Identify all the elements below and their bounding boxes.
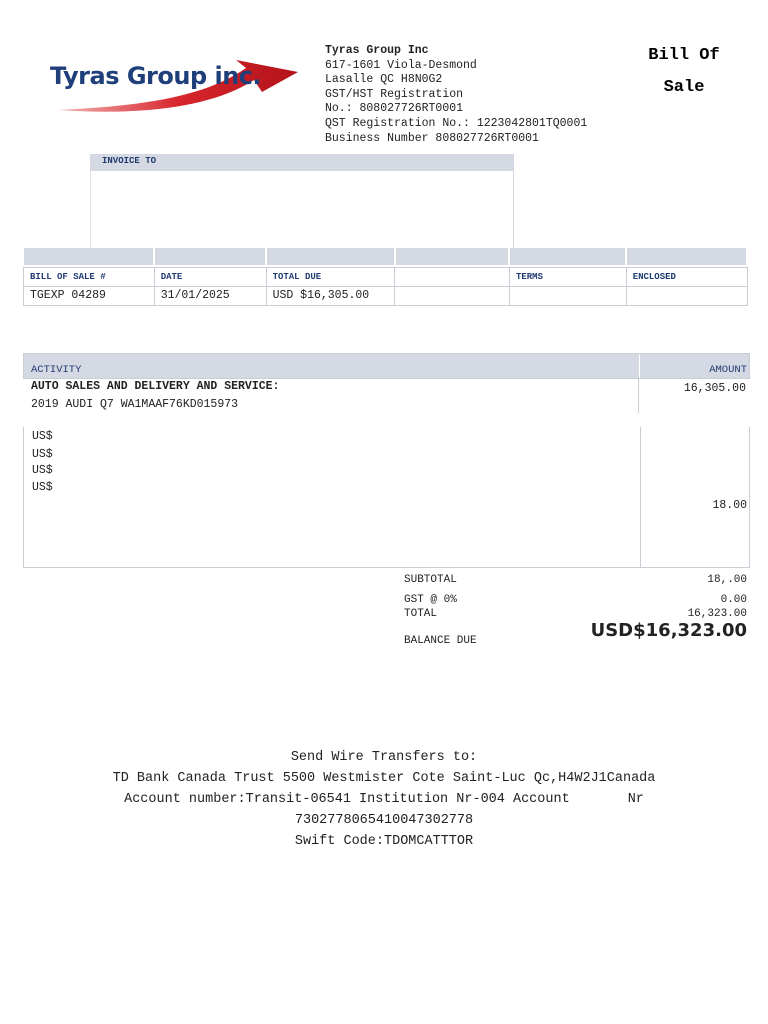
total-label: TOTAL [404, 608, 438, 620]
balance-due-label: BALANCE DUE [404, 635, 477, 647]
band-cell [509, 248, 626, 265]
extra-amount: 18.00 [712, 499, 747, 512]
activity-column-label: ACTIVITY [31, 364, 82, 376]
column-separator [639, 354, 640, 378]
currency-lines-box [23, 427, 750, 568]
activity-item-amount: 16,305.00 [683, 382, 746, 395]
company-name: Tyras Group Inc [325, 44, 429, 57]
usd-line: US$ [32, 464, 53, 477]
invoice-to-divider [90, 171, 91, 248]
activity-item-description: 2019 AUDI Q7 WA1MAAF76KD015973 [31, 398, 239, 411]
value-terms [509, 287, 626, 306]
value-date: 31/01/2025 [154, 287, 266, 306]
header-total-due: TOTAL DUE [266, 268, 395, 287]
swift-code: Swift Code:TDOMCATTTOR [294, 834, 474, 849]
account-number-line [0, 789, 768, 810]
gst-value: 0.00 [720, 594, 747, 606]
activity-line-item [23, 377, 748, 413]
wire-transfer-info [0, 747, 768, 852]
total-value: 16,323.00 [687, 608, 747, 620]
value-blank [395, 287, 510, 306]
logo-wordmark: Tyras Group inc. [50, 62, 262, 90]
document-title [630, 40, 738, 104]
company-logo [36, 46, 306, 118]
value-total-due: USD $16,305.00 [266, 287, 395, 306]
activity-item-title: AUTO SALES AND DELIVERY AND SERVICE: [31, 380, 280, 393]
company-address-line1: 617-1601 Viola-Desmond [325, 58, 477, 72]
band-cell [154, 248, 266, 265]
column-divider [640, 427, 641, 567]
invoice-to-label: INVOICE TO [90, 154, 513, 171]
band-cell [266, 248, 395, 265]
balance-due-value: USD$16,323.00 [590, 620, 747, 641]
header-blank [395, 268, 510, 287]
header-bill-of-sale-number: BILL OF SALE # [24, 268, 155, 287]
bank-address: TD Bank Canada Trust 5500 Westmister Cote Saint-Luc Qc,H4W2J1Canada [112, 771, 656, 786]
invoice-to-box [90, 154, 514, 248]
value-bill-of-sale-number: TGEXP 04289 [24, 287, 155, 306]
sale-summary-table [23, 248, 748, 306]
document-title-line2: Sale [663, 78, 705, 97]
subtotal-label: SUBTOTAL [404, 574, 457, 586]
account-number: 7302778065410047302778 [294, 813, 474, 828]
column-divider [638, 377, 639, 413]
company-info [325, 44, 587, 146]
account-number-suffix: Nr [627, 792, 644, 807]
summary-header-row [24, 268, 748, 287]
qst-registration: QST Registration No.: 1223042801TQ0001 [325, 116, 588, 130]
usd-line: US$ [32, 481, 53, 494]
gst-label: GST @ 0% [404, 594, 457, 606]
document-title-line1: Bill Of [648, 46, 720, 65]
header-terms: TERMS [509, 268, 626, 287]
usd-line: US$ [32, 448, 53, 461]
activity-header [23, 353, 750, 379]
wire-transfer-heading: Send Wire Transfers to: [290, 750, 478, 765]
value-enclosed [626, 287, 747, 306]
amount-column-label: AMOUNT [709, 364, 747, 376]
account-number-text: Account number:Transit-06541 Institution Nr-004 Account [124, 792, 570, 807]
company-address-line2: Lasalle QC H8N0G2 [325, 73, 443, 87]
header-enclosed: ENCLOSED [626, 268, 747, 287]
business-number: Business Number 808027726RT0001 [325, 131, 539, 145]
subtotal-value: 18,.00 [707, 574, 747, 586]
usd-line: US$ [32, 430, 53, 443]
summary-band [24, 248, 748, 265]
band-cell [395, 248, 510, 265]
band-cell [24, 248, 155, 265]
header-date: DATE [154, 268, 266, 287]
band-cell [626, 248, 747, 265]
gst-registration-label: GST/HST Registration [325, 87, 464, 101]
summary-value-row [24, 287, 748, 306]
gst-registration-number: No.: 808027726RT0001 [325, 102, 464, 116]
